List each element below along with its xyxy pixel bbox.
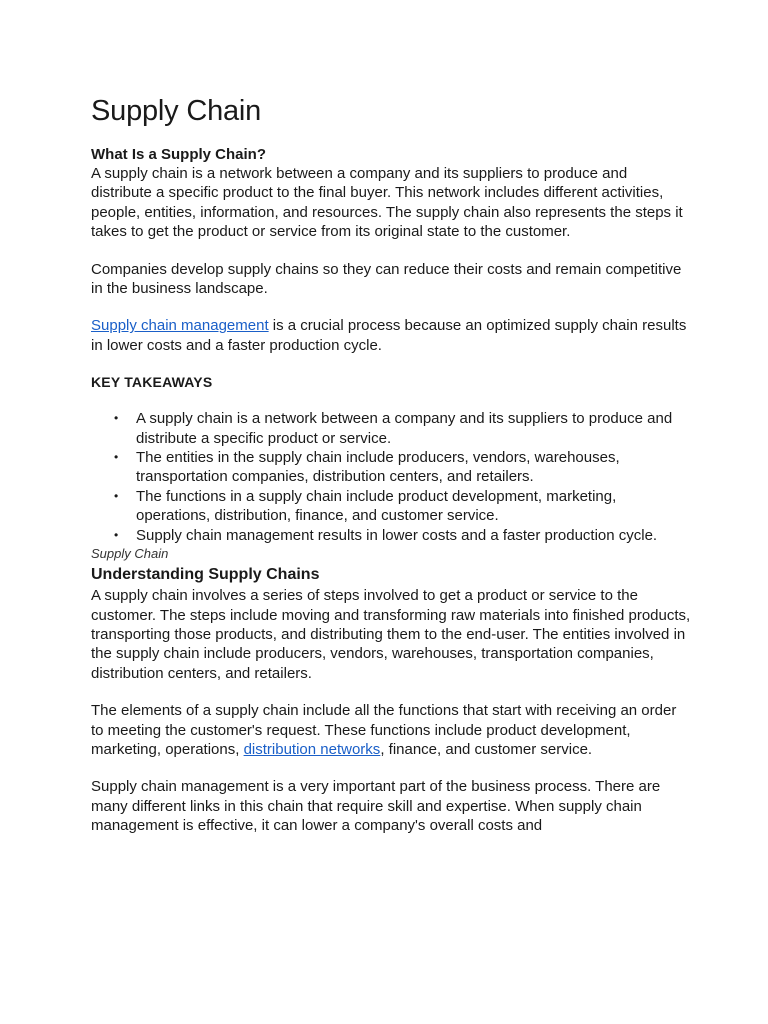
paragraph-elements-end: , finance, and customer service. — [380, 740, 593, 758]
paragraph-scm-text: is a crucial process because an optimized supply chain results in lower costs and a faster production cycle. — [91, 317, 687, 354]
link-distribution-networks[interactable]: distribution networks — [243, 740, 381, 758]
paragraph-elements — [91, 701, 691, 759]
list-item — [114, 487, 691, 526]
page-title: Supply Chain — [91, 95, 262, 127]
paragraph-scm — [91, 316, 691, 355]
paragraph-definition: A supply chain is a network between a company and its suppliers to produce and distribute a specific product to the final buyer. This network includes different activities, people, entities, information, and resources. The supply chain also represents the steps it takes to get the product or service from its original state to the customer. — [91, 165, 683, 241]
paragraph-competitive: Companies develop supply chains so they can reduce their costs and remain competitive in the business landscape. — [91, 260, 682, 298]
paragraph-elements-start: The elements of a supply chain include all the functions that start with receiving an order to meeting the customer's request. These functions include product development, marketing, operations, — [91, 702, 677, 758]
section-heading-understanding: Understanding Supply Chains — [91, 566, 320, 584]
list-item-text: The entities in the supply chain include producers, vendors, warehouses, transportation companies, distribution centers, and retailers. — [136, 449, 620, 486]
bullet-icon: • — [114, 411, 119, 426]
list-item — [114, 409, 691, 448]
list-item-text: The functions in a supply chain include product development, marketing, operations, distribution, finance, and customer service. — [136, 487, 617, 525]
list-item-text: A supply chain is a network between a company and its suppliers to produce and distribute a specific product or service. — [136, 410, 673, 447]
document-page — [91, 93, 691, 854]
bullet-icon: • — [114, 450, 119, 465]
bullet-icon: • — [114, 527, 119, 542]
section-heading-what-is: What Is a Supply Chain? — [91, 146, 267, 163]
image-caption: Supply Chain — [91, 546, 169, 562]
key-takeaways-heading: KEY TAKEAWAYS — [91, 374, 213, 391]
key-takeaways-list — [91, 409, 691, 545]
list-item — [114, 526, 691, 545]
list-item-text: Supply chain management results in lower costs and a faster production cycle. — [136, 526, 658, 544]
bullet-icon: • — [114, 488, 119, 503]
link-supply-chain-management[interactable]: Supply chain management — [91, 317, 269, 335]
paragraph-steps: A supply chain involves a series of steps involved to get a product or service to the customer. The steps include moving and transforming raw materials into finished products, transporting those products, and distributing them to the end-user. The entities involved in the supply chain include producers, vendors, warehouses, transportation companies, distribution centers, and retailers. — [91, 587, 691, 682]
list-item — [114, 448, 691, 487]
paragraph-importance: Supply chain management is a very important part of the business process. There are many different links in this chain that require skill and expertise. When supply chain management is effective, it can lower a company's overall costs and — [91, 778, 661, 835]
